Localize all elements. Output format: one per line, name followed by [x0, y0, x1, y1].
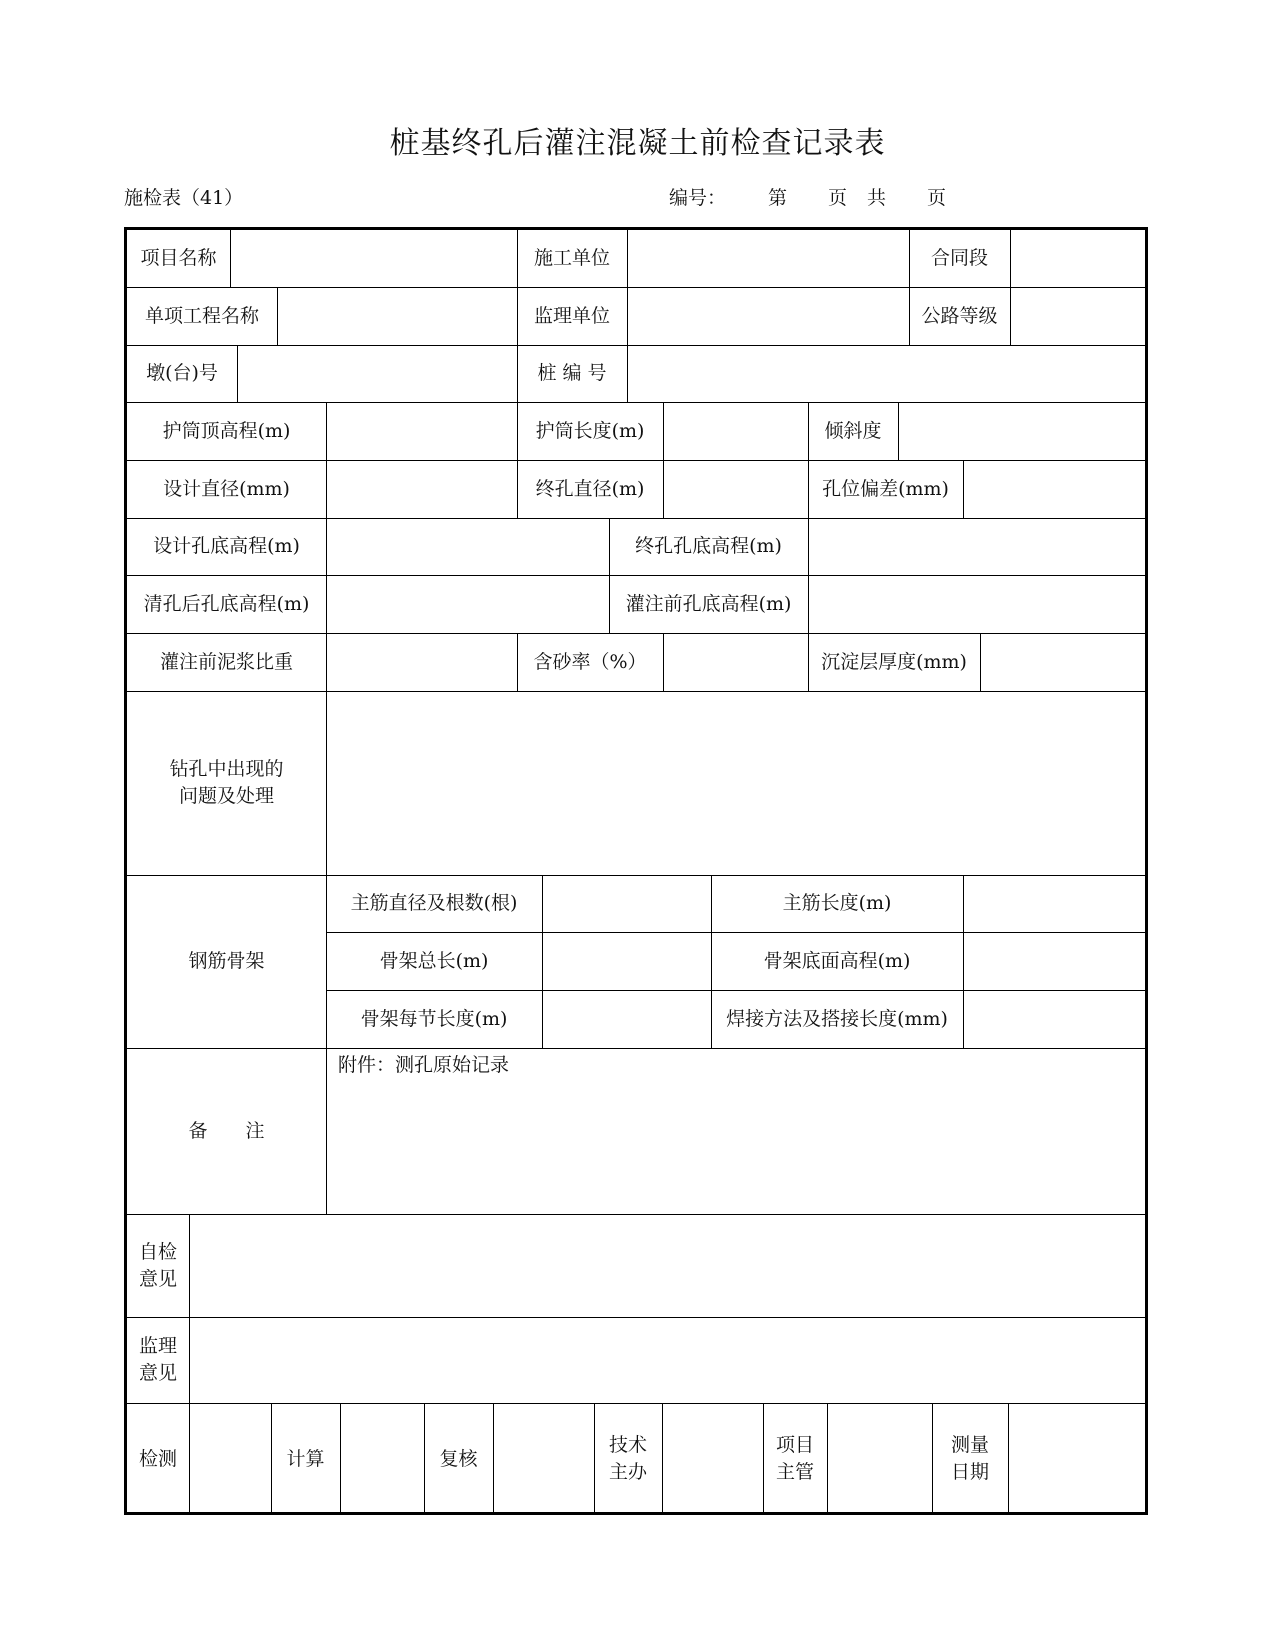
pre-pour-bottom-elev-label: 灌注前孔底高程(m) [625, 592, 792, 615]
project-name-label: 项目名称 [140, 247, 217, 269]
contract-section-label: 合同段 [930, 247, 988, 269]
tech-officer-label: 技术 主办 [608, 1434, 647, 1483]
table-rule [963, 460, 964, 518]
final-hole-diameter-label: 终孔直径(m) [535, 477, 645, 500]
main-bar-length-label: 主筋长度(m) [782, 892, 892, 914]
final-bottom-elev-label: 终孔孔底高程(m) [635, 535, 782, 557]
road-grade-label: 公路等级 [921, 304, 998, 327]
sediment-thickness-label: 沉淀层厚度(mm) [821, 650, 967, 673]
cleaned-bottom-elev-label: 清孔后孔底高程(m) [143, 592, 310, 615]
table-rule [898, 402, 899, 460]
table-rule [340, 1403, 341, 1515]
form-title: 桩基终孔后灌注混凝土前检查记录表 [389, 126, 886, 161]
cage-bottom-elev-label: 骨架底面高程(m) [763, 949, 911, 972]
table-rule [627, 230, 628, 402]
table-rule [1008, 1403, 1009, 1515]
hole-position-dev-label: 孔位偏差(mm) [822, 477, 949, 500]
sand-content-label: 含砂率（%） [533, 650, 647, 673]
table-rule [230, 230, 231, 287]
table-rule [237, 345, 238, 402]
design-bottom-elev-label: 设计孔底高程(m) [153, 535, 300, 557]
design-diameter-label: 设计直径(mm) [163, 477, 290, 500]
number-label: 编号： [669, 187, 727, 209]
table-rule [127, 1214, 1145, 1215]
table-rule [127, 1317, 1145, 1318]
supervisor-opinion-label: 监理 意见 [138, 1335, 177, 1384]
sub-project-label: 单项工程名称 [144, 304, 259, 327]
table-rule [277, 287, 278, 345]
table-rule [808, 518, 809, 633]
casing-length-label: 护筒长度(m) [535, 419, 645, 442]
pier-no-label: 墩(台)号 [146, 362, 218, 384]
page-gong: 共 [867, 187, 887, 209]
cage-total-length-label: 骨架总长(m) [379, 949, 489, 972]
mud-density-label: 灌注前泥浆比重 [159, 650, 293, 673]
table-rule [189, 1214, 190, 1515]
table-rule [980, 633, 981, 691]
supervisor-unit-label: 监理单位 [533, 304, 610, 327]
rebar-cage-label: 钢筋骨架 [188, 950, 265, 972]
drilling-issues-label: 钻孔中出现的 问题及处理 [169, 758, 284, 807]
attachment-note: 附件：测孔原始记录 [338, 1054, 510, 1076]
remarks-label: 备 注 [188, 1119, 265, 1142]
inclination-label: 倾斜度 [824, 419, 882, 442]
inspection-table [124, 227, 1148, 1515]
inspect-label: 检测 [138, 1447, 177, 1470]
review-label: 复核 [439, 1447, 478, 1470]
calculate-label: 计算 [286, 1447, 325, 1470]
contractor-label: 施工单位 [533, 247, 610, 269]
cage-section-length-label: 骨架每节长度(m) [360, 1007, 508, 1030]
page-ye2: 页 [927, 187, 947, 209]
table-rule [542, 875, 543, 1048]
table-rule [127, 345, 1145, 346]
table-rule [963, 875, 964, 1048]
page-di: 第 [768, 187, 788, 209]
table-rule [1010, 230, 1011, 345]
table-rule [493, 1403, 494, 1515]
table-rule [663, 402, 664, 518]
self-check-label: 自检 意见 [138, 1240, 177, 1290]
form-code: 施检表（41） [124, 187, 244, 209]
table-rule [827, 1403, 828, 1515]
table-rule [663, 633, 664, 691]
pile-no-label: 桩 编 号 [537, 362, 607, 384]
main-bar-dia-count-label: 主筋直径及根数(根) [350, 892, 518, 914]
page-ye: 页 [828, 187, 848, 209]
casing-top-elev-label: 护筒顶高程(m) [162, 419, 291, 442]
weld-method-overlap-label: 焊接方法及搭接长度(mm) [726, 1007, 948, 1030]
project-manager-label: 项目 主管 [775, 1434, 814, 1483]
table-rule [662, 1403, 663, 1515]
measure-date-label: 测量 日期 [950, 1434, 989, 1483]
